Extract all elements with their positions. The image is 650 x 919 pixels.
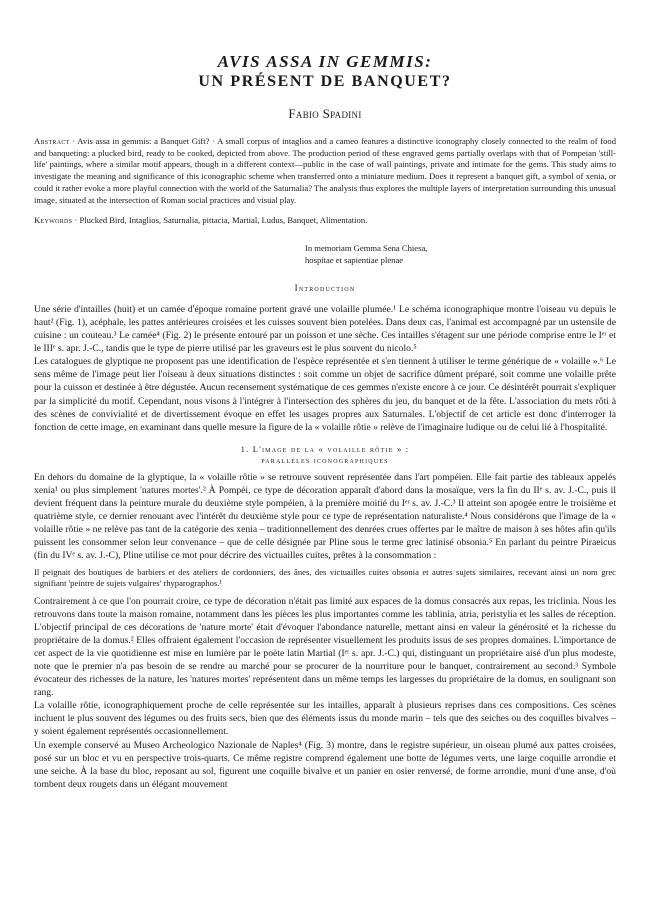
dedication-line-2: hospitae et sapientiae plenae [305,254,404,265]
keywords-text: · Plucked Bird, Intaglios, Saturnalia, pittacia, Martial, Ludus, Banquet, Alimentation. [72,215,368,226]
dedication [305,242,616,266]
article-subtitle: UN PRÉSENT DE BANQUET? [198,73,452,90]
section-1-paragraph-2: Contrairement à ce que l'on pourrait croire, ce type de décoration n'était pas limité aux espaces de la domus consacrés aux repas, les triclinia. Nous les retrouvons dans toute la maison romaine, notamment dans les pièces les plus importantes comme les tablinia, atria, peristylia et les salles de réception. L'objectif principal de ces décorations de 'nature morte' était d'évoquer l'abondance naturelle, mettant ainsi en valeur la générosité et la richesse du propriétaire de la domus.² Elles offraient également l'occasion de représenter visuellement les produits issus de ses propres domaines. L'importance de cet aspect de la vie quotidienne est mise en lumière par le poète latin Martial (Iᵉʳ s. apr. J.-C.) qui, distinguant un propriétaire aisé d'un plus modeste, note que le premier n'a pas besoin de se rendre au marché pour se procurer de la nourriture pour le banquet, contrairement au second.³ Symbole évocateur des richesses de la nature, les 'natures mortes' représentent dans un même temps les largesses du propriétaire de la domus, en soulignant son rang. [34,595,616,699]
section-1-paragraph-4: Un exemple conservé au Museo Archeologico Nazionale de Naples⁴ (Fig. 3) montre, dans le registre supérieur, un oiseau plumé aux pattes croisées, posé sur un bloc et vu en perspective trois-quarts. Ce même registre comprend également une botte de légumes verts, une large coquille arrondie et une seiche. À la base du bloc, reposant au sol, figurent une coquille bivalve et un panier en osier renversé, de forme arrondie, muni d'une anse, d'où tombent deux rougets dans un élégant mouvement [34,739,616,790]
keywords-label: Keywords [34,215,73,226]
section-1-paragraph-3: La volaille rôtie, iconographiquement proche de celle représentée sur les intailles, apparaît à plusieurs reprises dans ces compositions. Ces scènes incluent le plus souvent des légumes ou des fruits secs, bien que des éléments issus du monde marin – tels que des seiches ou des coquilles bivalves – y soient également représentés occasionnellement. [34,700,616,738]
author-name: Fabio Spadini [288,106,362,121]
article-title: AVIS ASSA IN GEMMIS: [217,52,433,71]
intro-paragraph-1: Une série d'intailles (huit) et un camée d'époque romaine portent gravé une volaille plumée.¹ Le schéma iconographique montre l'oiseau vu depuis le haut² (Fig. 1), acéphale, les pattes antérieures croisées et les cuisses souvent bien potelées. Dans deux cas, l'animal est accompagné par un ustensile de cuisine : un couteau.³ Le camée⁴ (Fig. 2) le présente entouré par un poisson et une sèche. Ces intailles s'étagent sur une période comprise entre le Iᵉʳ et le IIIᵉ s. apr. J.-C., tandis que le type de pierre utilisé par les graveurs est le plus souvent du nicolo.⁵ [34,303,616,355]
section-1-paragraph-1: En dehors du domaine de la glyptique, la « volaille rôtie » se retrouve souvent représentée dans l'art pompéien. Elle fait partie des tableaux appelés xenia¹ ou plus simplement 'natures mortes'.² À Pompéi, ce type de décoration apparaît d'abord dans la mosaïque, vers la fin du IIᵉ s. av. J.-C., puis il devient fréquent dans la peinture murale du deuxième style pompéien, à la première moitié du Iᵉʳ s. av. J.-C.³ Il atteint son apogée entre le troisième et quatrième style, ce dernier renouant avec l'intérêt du deuxième style pour ce type de représentation naturaliste.⁴ Nous considérons que l'image de la « volaille rôtie » ne relève pas tant de la catégorie des xenia – traditionnellement des denrées crues offertes par le maître de maison à ses hôtes afin qu'ils puissent les consommer selon leur convenance – que de celle désignée par Pline sous le terme grec latinisé obsonia.⁵ En parlant du peintre Piraeicus (fin du IVᵉ s. av. J.-C), Pline utilise ce mot pour décrire des victuailles cuites, prêtes à la consommation : [34,471,616,562]
abstract [34,136,616,206]
introduction-heading: Introduction [294,282,356,293]
abstract-label: Abstract [34,136,70,146]
abstract-text: · Avis assa in gemmis: a Banquet Gift? · A small corpus of intaglios and a cameo features a distinctive iconography closely connected to the realm of food and banqueting: a plucked bird, ready to be cooked, depicted from above. The production period of these engraved gems partially overlaps with that of Pompeian 'still-life' paintings, where a similar motif appears, though in a different context—public in the case of wall paintings, private and intimate for the gems. This study aims to investigate the meaning and significance of this iconographic scheme when transferred onto a miniature medium. Does it represent a banquet gift, a symbol of xenia, or could it rather evoke a more playful connection with the world of the Saturnalia? The analysis thus explores the multiple layers of interpretation surrounding this unusual image, situated at the intersection of Roman social practices and visual play. [34,136,616,205]
section-1-subheading: parallèles iconographiques [261,454,389,465]
section-1-heading: 1. L'image de la « volaille rôtie » : [240,443,410,454]
pliny-quote: Il peignait des boutiques de barbiers et des ateliers de cordonniers, des ânes, des victuailles cuites obsonia et autres sujets similaires, recevant ainsi un nom grec signifiant 'peintre de sujets vulgaires' rhyparographos.¹ [34,566,616,589]
dedication-line-1: In memoriam Gemma Sena Chiesa, [305,242,428,253]
intro-paragraph-2: Les catalogues de glyptique ne proposent pas une identification de l'espèce représentée et s'en tiennent à utiliser le terme générique de « volaille ».⁶ Le sens même de l'image peut lier l'oiseau à deux situations distinctes : soit comme un objet de sacrifice dûment préparé, soit comme une volaille prête pour la cuisson et destinée à être dégustée. Aucun recensement systématique de ces gemmes n'existe encore à ce jour. Ce désintérêt pourrait s'expliquer par la simplicité du motif. Cependant, nous visons à l'intégrer à l'intersection des sphères du jeu, du banquet et de la fête. L'association du mets rôti à des scènes de convivialité et de divertissement évoque en effet les usages propres aux Saturnales. L'objectif de cet article est donc d'interroger la fonction de cette image, en examinant dans quelle mesure la figure de la « volaille rôtie » relève de l'imaginaire ludique ou de celui lié à l'hospitalité. [34,356,616,433]
keywords [34,215,616,227]
